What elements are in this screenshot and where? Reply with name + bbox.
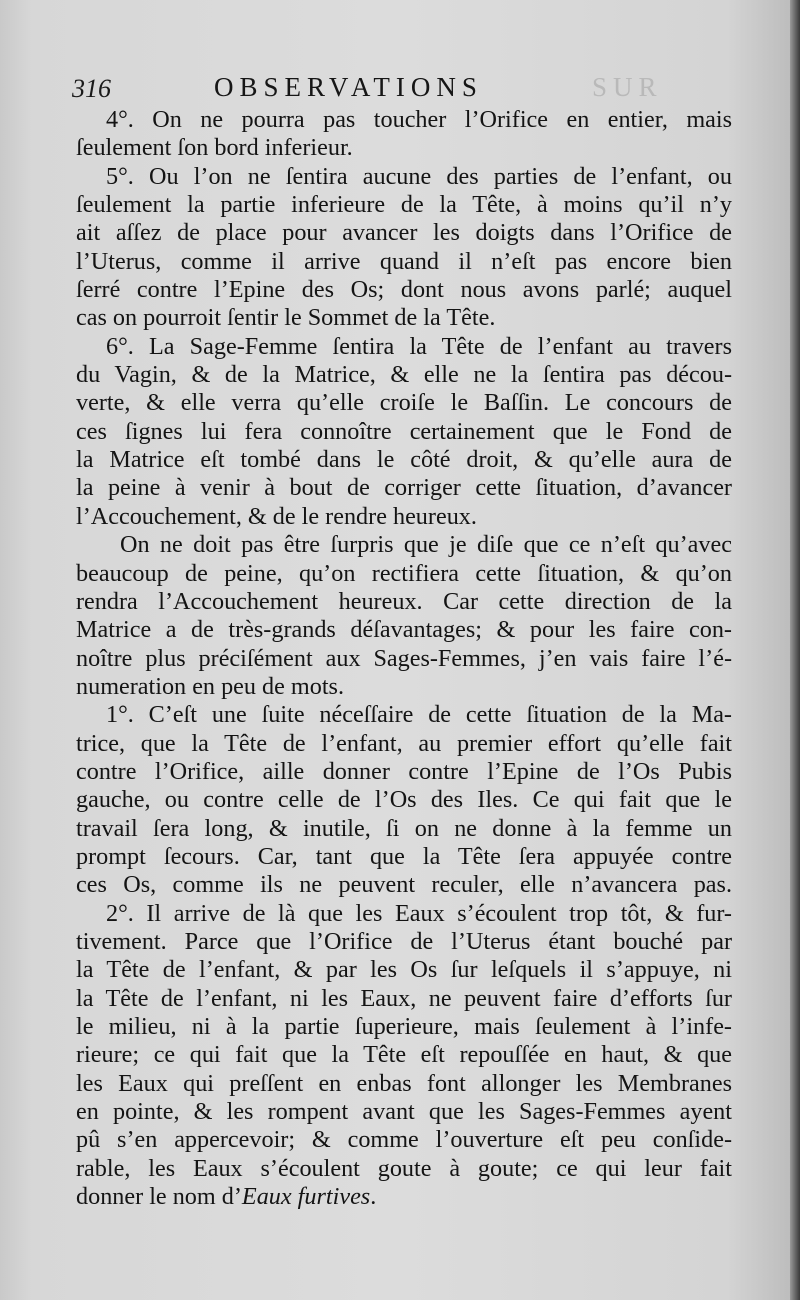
text-line: les Eaux qui preſſent en enbas font allonger les Membranes [76, 1069, 732, 1097]
text-line: en pointe, & les rompent avant que les Sages-Femmes ayent [76, 1098, 732, 1126]
text-line: contre l’Orifice, aille donner contre l’Epine de l’Os Pubis [76, 757, 732, 785]
text-line: la peine à venir à bout de corriger cette ſituation, d’avancer [76, 474, 732, 502]
text-line: 5°. Ou l’on ne ſentira aucune des parties de l’enfant, ou [106, 162, 732, 190]
text-line: l’Uterus, comme il arrive quand il n’eſt pas encore bien [76, 247, 732, 275]
text-line: rable, les Eaux s’écoulent goute à goute; ce qui leur fait [76, 1154, 732, 1182]
final-text-line [76, 1183, 732, 1211]
text-line: travail ſera long, & inutile, ſi on ne donne à la femme un [76, 814, 732, 842]
text-line: beaucoup de peine, qu’on rectifiera cette ſituation, & qu’on [76, 559, 732, 587]
text-line: tivement. Parce que l’Orifice de l’Uterus étant bouché par [76, 927, 732, 955]
text-line: ces ſignes lui fera connoître certainement que le Fond de [76, 417, 732, 445]
text-line: la Matrice eſt tombé dans le côté droit, & qu’elle aura de [76, 446, 732, 474]
text-line: verte, & elle verra qu’elle croiſe le Baſſin. Le concours de [76, 389, 732, 417]
text-line: la Tête de l’enfant, & par les Os ſur leſquels il s’appuye, ni [76, 956, 732, 984]
text-line: pû s’en appercevoir; & comme l’ouverture eſt peu conſide- [76, 1126, 732, 1154]
text-line: numeration en peu de mots. [76, 672, 345, 700]
text-line: 4°. On ne pourra pas toucher l’Orifice en entier, mais [106, 106, 732, 133]
final-line-prefix: donner le nom d’ [76, 1183, 242, 1211]
text-line: gauche, ou contre celle de l’Os des Iles. Ce qui fait que le [76, 786, 732, 814]
running-head: OBSERVATIONS [214, 72, 483, 102]
text-line: Matrice a de très-grands déſavantages; & pour les faire con- [76, 616, 732, 644]
text-line: du Vagin, & de la Matrice, & elle ne la ſentira pas décou- [76, 361, 732, 389]
text-line: cas on pourroit ſentir le Sommet de la Tête. [76, 304, 496, 332]
text-line: 2°. Il arrive de là que les Eaux s’écoulent trop tôt, & fur- [106, 899, 732, 927]
text-line: trice, que la Tête de l’enfant, au premier effort qu’elle fait [76, 729, 732, 757]
body-text [76, 106, 732, 1211]
italic-term: Eaux furtives [241, 1183, 371, 1211]
text-line: ces Os, comme ils ne peuvent reculer, elle n’avancera pas. [76, 871, 732, 899]
text-line: l’Accouchement, & de le rendre heureux. [76, 502, 477, 530]
text-line: On ne doit pas être ſurpris que je diſe que ce n’eſt qu’avec [120, 531, 732, 559]
text-line: 6°. La Sage-Femme ſentira la Tête de l’enfant au travers [106, 332, 732, 360]
text-line: ſeulement ſon bord inferieur. [76, 134, 353, 162]
page-number: 316 [72, 74, 111, 103]
text-line: rieure; ce qui fait que la Tête eſt repouſſée en haut, & que [76, 1041, 732, 1069]
text-line: ait aſſez de place pour avancer les doigts dans l’Orifice de [76, 219, 732, 247]
text-line: noître plus préciſément aux Sages-Femmes, j’en vais faire l’é- [76, 644, 732, 672]
text-line: 1°. C’eſt une ſuite néceſſaire de cette ſituation de la Ma- [106, 701, 732, 729]
text-line: rendra l’Accouchement heureux. Car cette direction de la [76, 587, 732, 615]
text-line: ſerré contre l’Epine des Os; dont nous avons parlé; auquel [76, 276, 732, 304]
final-line-suffix: . [370, 1183, 377, 1211]
text-line: prompt ſecours. Car, tant que la Tête ſera appuyée contre [76, 842, 732, 870]
bleed-through-text: SUR [592, 72, 663, 102]
text-line: le milieu, ni à la partie ſuperieure, mais ſeulement à l’infe- [76, 1013, 732, 1040]
text-line: ſeulement la partie inferieure de la Tête, à moins qu’il n’y [76, 191, 732, 219]
text-line: la Tête de l’enfant, ni les Eaux, ne peuvent faire d’efforts ſur [76, 984, 732, 1012]
page-edge-shadow [790, 0, 800, 1300]
